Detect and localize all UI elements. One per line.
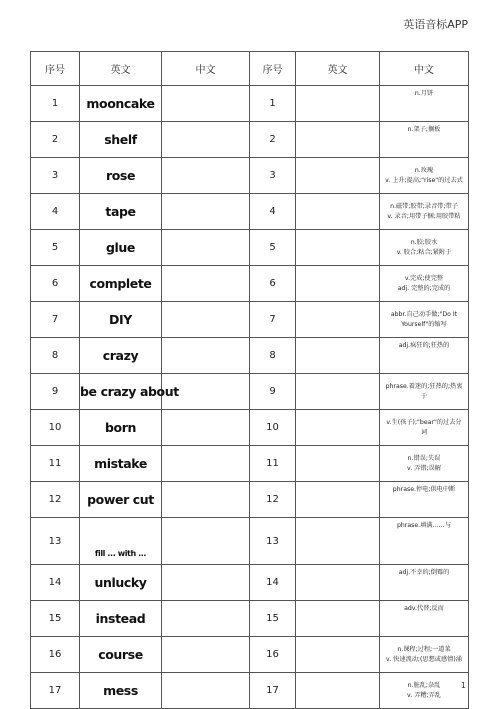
table-row bbox=[31, 122, 469, 158]
english-word: mess bbox=[80, 673, 162, 709]
english-word: glue bbox=[80, 230, 162, 266]
table-row bbox=[31, 374, 469, 410]
table-row bbox=[31, 230, 469, 266]
table-row bbox=[31, 86, 469, 122]
meaning-line-2: v. 胶合;粘合;紧附于 bbox=[396, 248, 452, 256]
english-blank bbox=[296, 565, 380, 601]
row-number-2: 8 bbox=[250, 338, 296, 374]
row-number: 6 bbox=[31, 266, 80, 302]
english-blank bbox=[296, 482, 380, 518]
header-number-2: 序号 bbox=[250, 52, 296, 86]
english-blank bbox=[296, 122, 380, 158]
english-word: rose bbox=[80, 158, 162, 194]
row-number-2: 7 bbox=[250, 302, 296, 338]
english-blank bbox=[296, 518, 380, 565]
english-word: instead bbox=[80, 601, 162, 637]
english-word: course bbox=[80, 637, 162, 673]
row-number-2: 2 bbox=[250, 122, 296, 158]
table-row bbox=[31, 266, 469, 302]
english-blank bbox=[296, 86, 380, 122]
chinese-meaning bbox=[380, 446, 469, 482]
english-blank bbox=[296, 410, 380, 446]
chinese-meaning bbox=[380, 302, 469, 338]
meaning-line-2: v. 快速流动;(思想或感情)涌 bbox=[386, 655, 462, 663]
row-number-2: 6 bbox=[250, 266, 296, 302]
meaning-line-2: 词 bbox=[420, 428, 428, 436]
meaning-line-1: phrase.停电;供电中断 bbox=[392, 486, 456, 493]
chinese-blank bbox=[162, 86, 250, 122]
row-number: 7 bbox=[31, 302, 80, 338]
row-number-2: 16 bbox=[250, 637, 296, 673]
meaning-line-2: 于 bbox=[420, 392, 428, 400]
row-number-2: 4 bbox=[250, 194, 296, 230]
chinese-blank bbox=[162, 158, 250, 194]
english-word: mistake bbox=[80, 446, 162, 482]
english-blank bbox=[296, 446, 380, 482]
row-number-2: 12 bbox=[250, 482, 296, 518]
row-number: 3 bbox=[31, 158, 80, 194]
table-row bbox=[31, 482, 469, 518]
meaning-line-1: n.课程;过程;一道菜 bbox=[397, 645, 451, 653]
meaning-line-2: v. 上升;提高;"rise"的过去式 bbox=[385, 176, 463, 184]
meaning-line-1: n.错误;失误 bbox=[407, 454, 441, 462]
row-number: 2 bbox=[31, 122, 80, 158]
chinese-blank bbox=[162, 673, 250, 709]
chinese-meaning bbox=[380, 266, 469, 302]
table-row bbox=[31, 302, 469, 338]
meaning-line-1: abbr.自己动手做;"Do It bbox=[390, 310, 458, 318]
english-blank bbox=[296, 230, 380, 266]
row-number-2: 3 bbox=[250, 158, 296, 194]
header-english: 英文 bbox=[80, 52, 162, 86]
english-word: mooncake bbox=[80, 86, 162, 122]
chinese-meaning bbox=[380, 338, 469, 374]
english-blank bbox=[296, 338, 380, 374]
english-blank bbox=[296, 158, 380, 194]
meaning-line-2: adj. 完整的;完成的 bbox=[397, 284, 451, 292]
english-blank bbox=[296, 374, 380, 410]
chinese-blank bbox=[162, 518, 250, 565]
chinese-blank bbox=[162, 122, 250, 158]
chinese-meaning bbox=[380, 637, 469, 673]
app-title: 英语音标APP bbox=[403, 18, 468, 31]
row-number-2: 11 bbox=[250, 446, 296, 482]
meaning-line-1: n.胶;胶水 bbox=[410, 238, 438, 246]
meaning-line-1: phrase.着迷的;狂热的;热衷 bbox=[385, 382, 463, 390]
english-blank bbox=[296, 302, 380, 338]
chinese-meaning bbox=[380, 673, 469, 709]
meaning-line-1: n.脏乱;杂乱 bbox=[407, 681, 441, 689]
row-number: 12 bbox=[31, 482, 80, 518]
chinese-blank bbox=[162, 194, 250, 230]
chinese-meaning bbox=[380, 194, 469, 230]
table-row bbox=[31, 410, 469, 446]
meaning-line-1: v.生(孩子);"bear"的过去分 bbox=[386, 418, 462, 426]
table-row bbox=[31, 194, 469, 230]
row-number-2: 17 bbox=[250, 673, 296, 709]
english-word: be crazy about bbox=[80, 374, 162, 410]
row-number: 16 bbox=[31, 637, 80, 673]
chinese-meaning bbox=[380, 158, 469, 194]
table-row bbox=[31, 338, 469, 374]
meaning-line-1: adj.疯狂的;狂热的 bbox=[398, 342, 450, 349]
header-english-2: 英文 bbox=[296, 52, 380, 86]
meaning-line-1: v.完成;使完整 bbox=[404, 274, 444, 282]
english-blank bbox=[296, 673, 380, 709]
chinese-blank bbox=[162, 266, 250, 302]
meaning-line-2: v. 录音;用带子捆;用胶带粘 bbox=[387, 212, 461, 220]
chinese-meaning bbox=[380, 482, 469, 518]
english-word: DIY bbox=[80, 302, 162, 338]
row-number: 9 bbox=[31, 374, 80, 410]
meaning-line-1: adj.不幸的;倒霉的 bbox=[398, 569, 450, 576]
chinese-meaning bbox=[380, 86, 469, 122]
chinese-meaning bbox=[380, 230, 469, 266]
meaning-line-2: Yourself"的缩写 bbox=[401, 320, 447, 328]
row-number-2: 15 bbox=[250, 601, 296, 637]
meaning-line-1: n.玫瑰 bbox=[414, 166, 434, 174]
row-number-2: 1 bbox=[250, 86, 296, 122]
chinese-blank bbox=[162, 482, 250, 518]
table-row bbox=[31, 518, 469, 565]
row-number: 1 bbox=[31, 86, 80, 122]
english-blank bbox=[296, 194, 380, 230]
page-number: 1 bbox=[460, 681, 466, 690]
meaning-line-1: n.月饼 bbox=[414, 90, 434, 97]
header-chinese-2: 中文 bbox=[380, 52, 469, 86]
meaning-line-1: phrase.填满……与 bbox=[396, 522, 452, 529]
chinese-blank bbox=[162, 230, 250, 266]
header-chinese: 中文 bbox=[162, 52, 250, 86]
english-blank bbox=[296, 266, 380, 302]
row-number: 11 bbox=[31, 446, 80, 482]
english-word: tape bbox=[80, 194, 162, 230]
english-blank bbox=[296, 637, 380, 673]
chinese-meaning bbox=[380, 374, 469, 410]
meaning-line-1: adv.代替;反而 bbox=[404, 605, 444, 612]
meaning-line-2: v. 弄错;误解 bbox=[407, 464, 441, 472]
table-row bbox=[31, 565, 469, 601]
chinese-meaning bbox=[380, 565, 469, 601]
meaning-line-1: n.架子;搁板 bbox=[407, 126, 441, 133]
row-number: 4 bbox=[31, 194, 80, 230]
english-word: crazy bbox=[80, 338, 162, 374]
chinese-blank bbox=[162, 410, 250, 446]
chinese-blank bbox=[162, 601, 250, 637]
header-number: 序号 bbox=[31, 52, 80, 86]
table-row bbox=[31, 601, 469, 637]
table-row bbox=[31, 158, 469, 194]
vocabulary-table bbox=[30, 51, 469, 709]
row-number-2: 14 bbox=[250, 565, 296, 601]
row-number: 17 bbox=[31, 673, 80, 709]
english-word: unlucky bbox=[80, 565, 162, 601]
meaning-line-2: v. 弄糟;弄乱 bbox=[407, 691, 441, 699]
chinese-blank bbox=[162, 446, 250, 482]
english-blank bbox=[296, 601, 380, 637]
table-row bbox=[31, 446, 469, 482]
row-number-2: 5 bbox=[250, 230, 296, 266]
english-word: complete bbox=[80, 266, 162, 302]
english-word: shelf bbox=[80, 122, 162, 158]
table-row bbox=[31, 673, 469, 709]
chinese-blank bbox=[162, 637, 250, 673]
row-number: 10 bbox=[31, 410, 80, 446]
row-number-2: 9 bbox=[250, 374, 296, 410]
chinese-meaning bbox=[380, 518, 469, 565]
chinese-meaning bbox=[380, 122, 469, 158]
meaning-line-1: n.磁带;胶带;录音带;带子 bbox=[390, 202, 458, 210]
row-number: 14 bbox=[31, 565, 80, 601]
chinese-blank bbox=[162, 338, 250, 374]
english-word: fill ... with ... bbox=[80, 518, 162, 565]
row-number: 8 bbox=[31, 338, 80, 374]
table-header-row bbox=[31, 52, 469, 86]
chinese-meaning bbox=[380, 601, 469, 637]
row-number-2: 13 bbox=[250, 518, 296, 565]
english-word: born bbox=[80, 410, 162, 446]
row-number: 15 bbox=[31, 601, 80, 637]
chinese-blank bbox=[162, 302, 250, 338]
english-word: power cut bbox=[80, 482, 162, 518]
row-number: 5 bbox=[31, 230, 80, 266]
chinese-blank bbox=[162, 565, 250, 601]
row-number: 13 bbox=[31, 518, 80, 565]
row-number-2: 10 bbox=[250, 410, 296, 446]
chinese-meaning bbox=[380, 410, 469, 446]
table-row bbox=[31, 637, 469, 673]
